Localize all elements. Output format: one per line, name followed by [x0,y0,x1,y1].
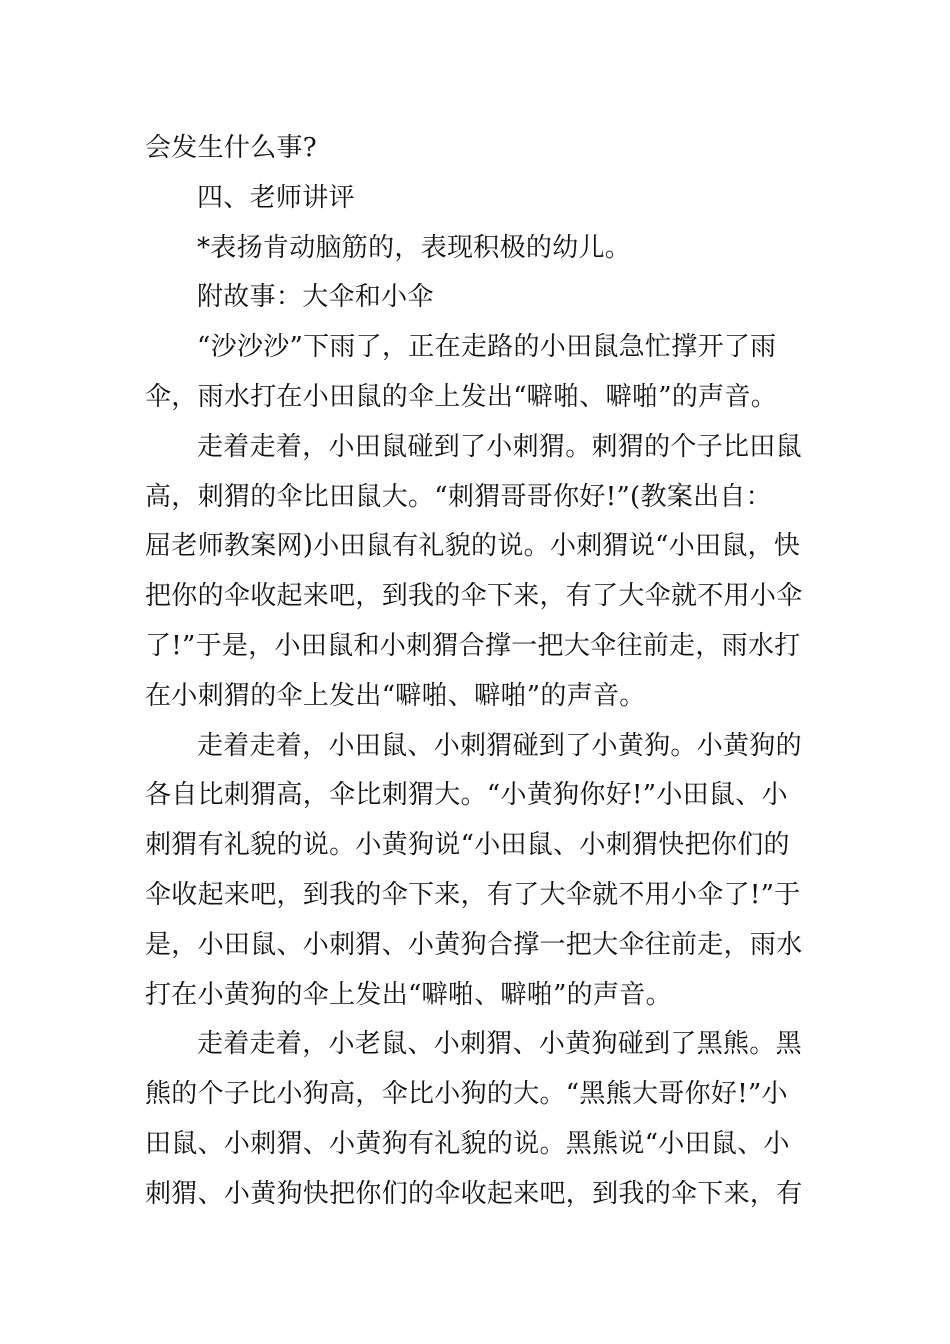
text-line: 伞，雨水打在小田鼠的伞上发出“噼啪、噼啪”的声音。 [145,381,778,412]
text-line: 伞收起来吧，到我的伞下来，有了大伞就不用小伞了!”于 [145,879,801,910]
text-line: 田鼠、小刺猬、小黄狗有礼貌的说。黑熊说“小田鼠、小 [145,1128,790,1159]
text-line: 是，小田鼠、小刺猬、小黄狗合撑一把大伞往前走，雨水 [145,929,803,960]
document-page [145,124,807,1220]
text-line: “沙沙沙”下雨了，正在走路的小田鼠急忙撑开了雨 [197,332,777,363]
text-line: 高，刺猬的伞比田鼠大。“刺猬哥哥你好!”(教案出自： [145,481,772,512]
text-line: 各自比刺猬高，伞比刺猬大。“小黄狗你好!”小田鼠、小 [145,780,788,811]
text-line: 会发生什么事? [145,133,318,163]
text-line: 把你的伞收起来吧，到我的伞下来，有了大伞就不用小伞 [145,581,803,612]
text-line: 走着走着，小田鼠碰到了小刺猬。刺猬的个子比田鼠 [197,431,802,462]
text-line: 屈老师教案网)小田鼠有礼貌的说。小刺猬说“小田鼠，快 [145,531,801,562]
text-line: 四、老师讲评 [197,182,355,213]
text-line: 刺猬、小黄狗快把你们的伞收起来吧，到我的伞下来，有 [145,1178,803,1209]
text-line: 走着走着，小老鼠、小刺猬、小黄狗碰到了黑熊。黑 [197,1029,802,1060]
text-line: 刺猬有礼貌的说。小黄狗说“小田鼠、小刺猬快把你们的 [145,830,790,861]
text-line: 在小刺猬的伞上发出“噼啪、噼啪”的声音。 [145,680,646,711]
text-line: 附故事：大伞和小伞 [197,282,434,313]
text-line: 打在小黄狗的伞上发出“噼啪、噼啪”的声音。 [145,979,672,1010]
text-line: 走着走着，小田鼠、小刺猬碰到了小黄狗。小黄狗的 [197,730,802,761]
text-line: 熊的个子比小狗高，伞比小狗的大。“黑熊大哥你好!”小 [145,1079,788,1110]
text-line: 了!”于是，小田鼠和小刺猬合撑一把大伞往前走，雨水打 [145,630,801,661]
text-line: *表扬肯动脑筋的，表现积极的幼儿。 [197,232,632,263]
